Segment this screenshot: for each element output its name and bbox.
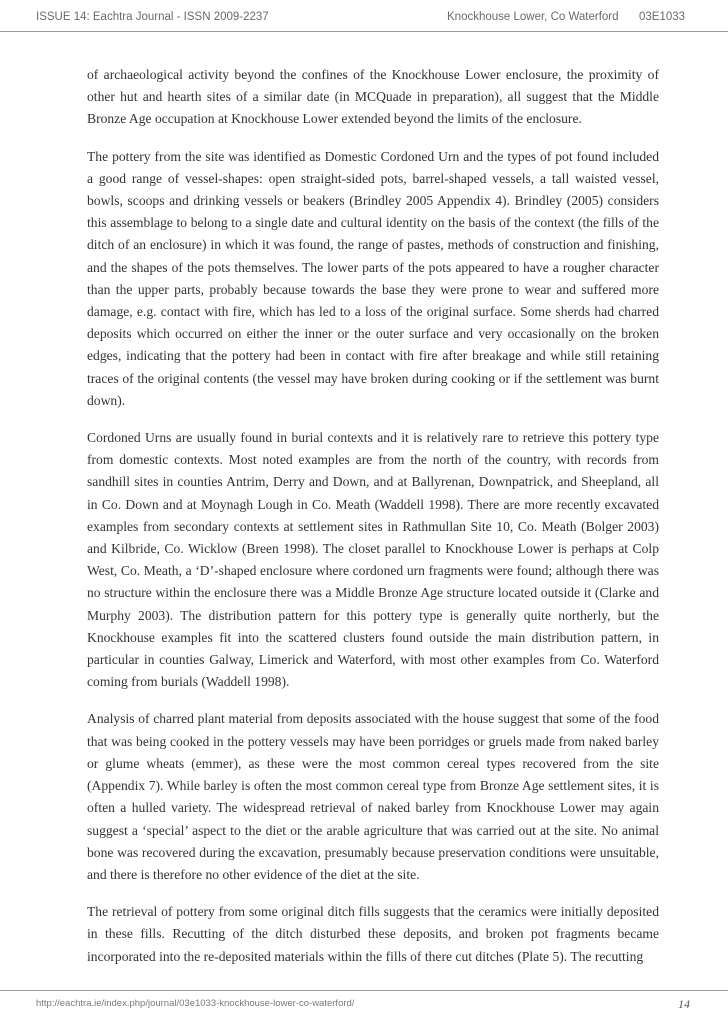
article-body: [87, 64, 659, 983]
page-number: 14: [678, 997, 690, 1011]
site-code: 03E1033: [639, 11, 686, 23]
paragraph: Cordoned Urns are usually found in burial contexts and it is relatively rare to retrieve this pottery type from domestic contexts. Most noted examples are from the north of the country, with records from sandhill sites in counties Antrim, Derry and Down, and at Ballyrenan, Downpatrick, and Sheepland, all in Co. Down and at Moynagh Lough in Co. Meath (Waddell 1998). There are more recently excavated examples from secondary contexts at settlement sites in Rathmullan Site 10, Co. Meath (Bolger 2003) and Kilbride, Co. Wicklow (Breen 1998). The closet parallel to Knockhouse Lower is perhaps at Colp West, Co. Meath, a ‘D’-shaped enclosure where cordoned urn fragments were found; although there was no structure within the enclosure there was a Middle Bronze Age structure located outside it (Clarke and Murphy 2003). The distribution pattern for this pottery type is generally quite northerly, but the Knockhouse examples fit into the scattered clusters found outside the main distribution pattern, in particular in counties Galway, Limerick and Waterford, with most other examples from Co. Waterford coming from burials (Waddell 1998).: [87, 430, 659, 690]
footer-url-link[interactable]: http://eachtra.ie/index.php/journal/03e1033-knockhouse-lower-co-waterford/: [36, 998, 355, 1009]
page-footer: [0, 990, 728, 1031]
journal-title: ISSUE 14: Eachtra Journal - ISSN 2009-2237: [36, 11, 269, 23]
paragraph: The retrieval of pottery from some original ditch fills suggests that the ceramics were initially deposited in these fills. Recutting of the ditch disturbed these deposits, and broken pot fragments became incorporated into the re-deposited materials within the fills of there cut ditches (Plate 5). The recutting: [87, 904, 659, 964]
paragraph: of archaeological activity beyond the confines of the Knockhouse Lower enclosure, the proximity of other hut and hearth sites of a similar date (in MCQuade in preparation), all suggest that the Middle Bronze Age occupation at Knockhouse Lower extended beyond the limits of the enclosure.: [87, 67, 659, 127]
site-location: Knockhouse Lower, Co Waterford: [447, 11, 619, 23]
page-header: [0, 0, 728, 32]
paragraph: The pottery from the site was identified as Domestic Cordoned Urn and the types of pot found included a good range of vessel-shapes: open straight-sided pots, barrel-shaped vessels, a tall waisted vessel, bowls, scoops and drinking vessels or beakers (Brindley 2005 Appendix 4). Brindley (2005) considers this assemblage to belong to a single date and cultural identity on the basis of the context (the fills of the ditch of an enclosure) in which it was found, the range of pastes, methods of construction and finishing, and the shapes of the pots themselves. The lower parts of the pots appeared to have a rougher character than the upper parts, probably because towards the base they were prone to wear and suffered more damage, e.g. contact with fire, which has led to a loss of the original surface. Some sherds had charred deposits which occurred on either the inner or the outer surface and very occasionally on the broken edges, indicating that the pottery had been in contact with fire after breakage and while still retaining traces of the original contents (the vessel may have broken during cooking or if the settlement was burnt down).: [87, 148, 659, 408]
paragraph: Analysis of charred plant material from deposits associated with the house suggest that some of the food that was being cooked in the pottery vessels may have been porridges or gruels made from naked barley or glume wheats (emmer), as these were the most common cereal types recovered from the site (Appendix 7). While barley is often the most common cereal type from Bronze Age settlement sites, it is often a hulled variety. The widespread retrieval of naked barley from Knockhouse Lower may again suggest a ‘special’ aspect to the diet or the arable agriculture that was carried out at the site. No animal bone was recovered during the excavation, presumably because preservation conditions were unsuitable, and there is therefore no other evidence of the diet at the site.: [87, 711, 659, 882]
